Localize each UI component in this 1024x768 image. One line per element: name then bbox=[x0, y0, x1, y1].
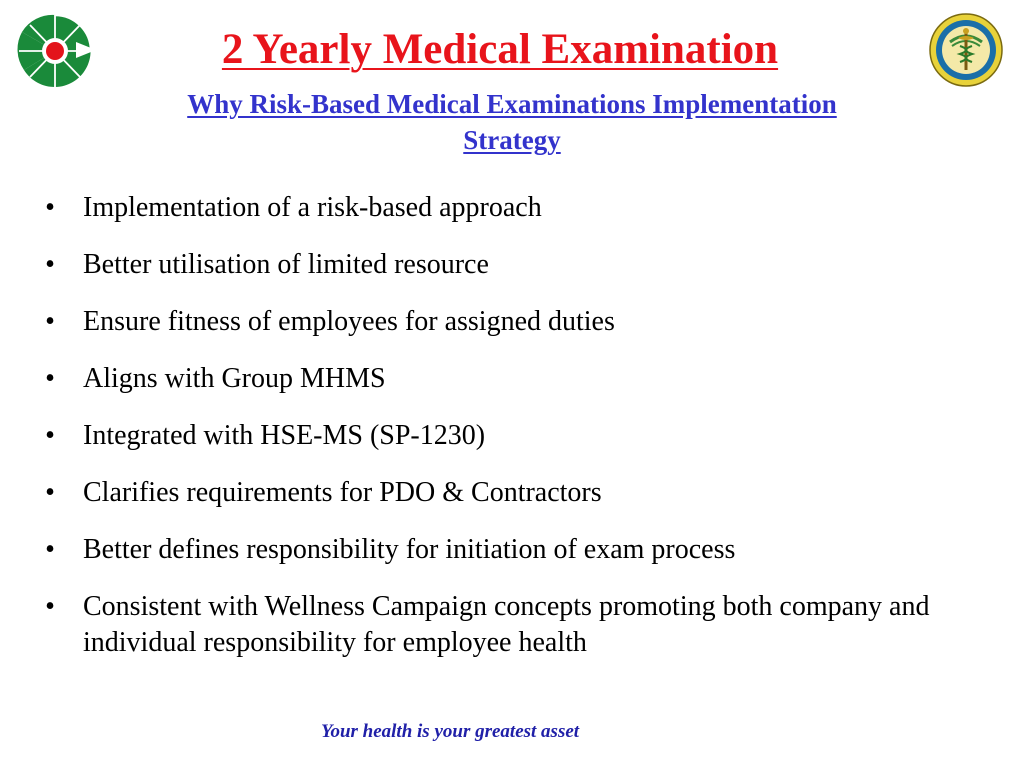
list-item bbox=[40, 418, 1000, 454]
subtitle-line-1: Why Risk-Based Medical Examinations Implementation bbox=[187, 89, 837, 119]
list-item-text: Better defines responsibility for initiation of exam process bbox=[83, 534, 736, 565]
list-item bbox=[40, 532, 1000, 568]
medical-caduceus-emblem-icon bbox=[928, 12, 1004, 88]
list-item-text: Consistent with Wellness Campaign concepts promoting both company and individual responsibility for employee health bbox=[83, 591, 930, 658]
list-item bbox=[40, 247, 1000, 283]
list-item bbox=[40, 475, 1000, 511]
bullet-dot-icon: • bbox=[45, 306, 55, 337]
list-item bbox=[40, 361, 1000, 397]
list-item bbox=[40, 304, 1000, 340]
company-logo-icon bbox=[14, 12, 96, 90]
page-subtitle bbox=[60, 86, 964, 158]
page-title: 2 Yearly Medical Examination bbox=[221, 26, 779, 73]
bullet-list bbox=[40, 190, 1000, 682]
bullet-dot-icon: • bbox=[45, 192, 55, 223]
footer-tagline: Your health is your greatest asset bbox=[320, 721, 580, 742]
list-item-text: Integrated with HSE-MS (SP-1230) bbox=[83, 420, 486, 451]
subtitle-line-2: Strategy bbox=[463, 125, 561, 155]
list-item-text: Ensure fitness of employees for assigned duties bbox=[83, 306, 615, 337]
list-item-text: Implementation of a risk-based approach bbox=[83, 192, 542, 223]
list-item-text: Clarifies requirements for PDO & Contractors bbox=[83, 477, 602, 508]
bullet-dot-icon: • bbox=[45, 534, 55, 565]
list-item bbox=[40, 589, 1000, 661]
list-item-text: Aligns with Group MHMS bbox=[83, 363, 386, 394]
list-item-text: Better utilisation of limited resource bbox=[83, 249, 489, 280]
bullet-dot-icon: • bbox=[45, 477, 55, 508]
bullet-dot-icon: • bbox=[45, 363, 55, 394]
bullet-dot-icon: • bbox=[45, 249, 55, 280]
bullet-dot-icon: • bbox=[45, 591, 55, 622]
list-item bbox=[40, 190, 1000, 226]
bullet-dot-icon: • bbox=[45, 420, 55, 451]
